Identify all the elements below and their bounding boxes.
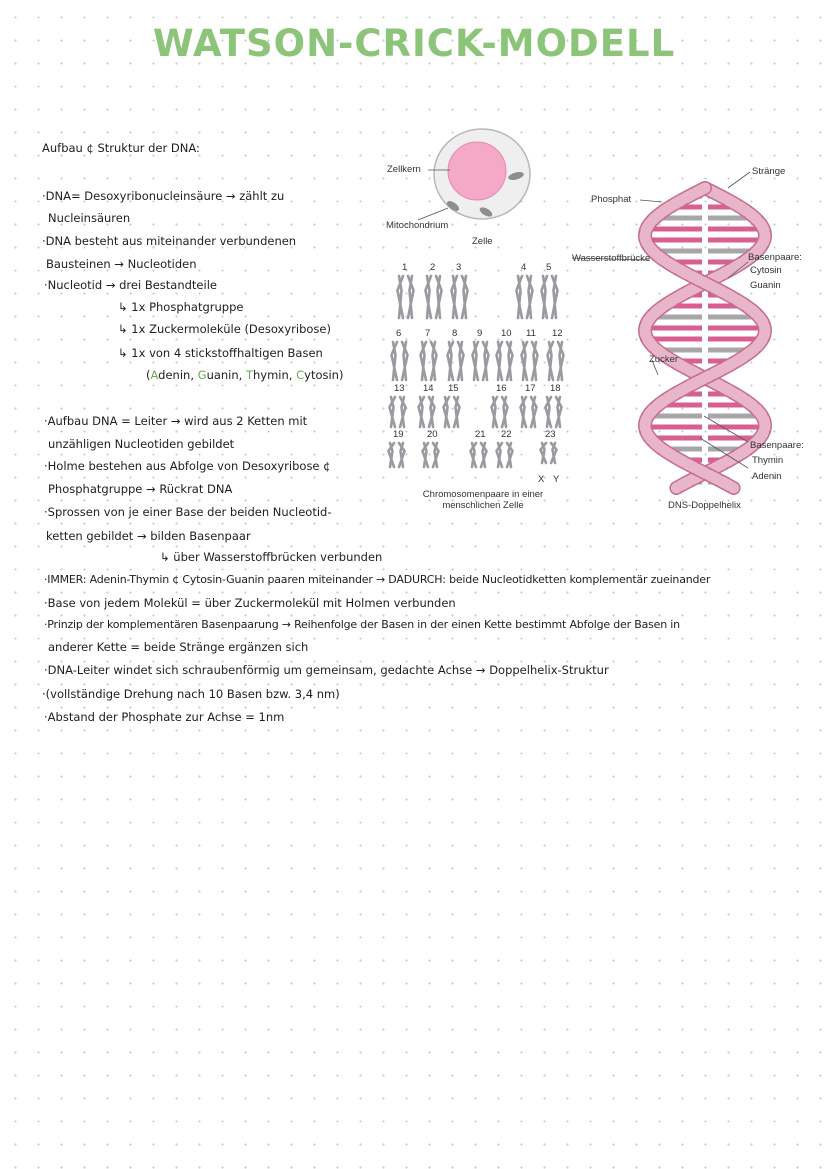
chromatid — [532, 342, 538, 380]
x-chromosome-label: X — [538, 474, 545, 485]
chromatid — [400, 397, 406, 427]
chromatid — [546, 397, 552, 427]
chromosome-number-1: 1 — [402, 262, 408, 273]
chromatid — [551, 443, 557, 463]
note-line-sugar-link: ·Base von jedem Molekül = über Zuckermolekül mit Holmen verbunden — [44, 596, 456, 610]
chromatid — [492, 397, 498, 427]
chromatid — [408, 276, 414, 318]
notes-heading: Aufbau ¢ Struktur der DNA: — [42, 141, 200, 155]
thymin-initial: T — [245, 368, 254, 382]
chromatid — [398, 276, 404, 318]
chromatid — [507, 342, 513, 380]
karyotype-caption — [398, 489, 568, 511]
note-line-rails: ·Holme bestehen aus Abfolge von Desoxyribose ¢ — [44, 459, 331, 473]
guanin-label: Guanin — [750, 280, 781, 291]
chromatid — [390, 397, 396, 427]
chromatid — [431, 342, 437, 380]
mito-pointer — [418, 208, 448, 220]
cytosin-label: Cytosin — [750, 265, 782, 276]
chromatid — [426, 276, 432, 318]
adenin-label: Adenin — [752, 471, 782, 482]
chromosome-number-13: 13 — [394, 383, 405, 394]
thymin-rest: hymin, — [253, 368, 293, 382]
chromosome-pair-17 — [519, 396, 541, 428]
note-line-building-blocks: Bausteinen → Nucleotiden — [46, 257, 197, 271]
note-line-backbone: Phosphatgruppe → Rückrat DNA — [48, 482, 233, 496]
chromatid — [389, 443, 395, 467]
chromosome-pair-10 — [495, 341, 517, 381]
chromatid — [548, 342, 554, 380]
chromosome-number-4: 4 — [521, 262, 527, 273]
chromatid — [497, 342, 503, 380]
note-line-dna-consists: ·DNA besteht aus miteinander verbundenen — [42, 234, 297, 248]
helix-label-pointer-2 — [640, 200, 662, 202]
chromosome-pair-12 — [546, 341, 568, 381]
chromosome-pair-11 — [520, 341, 542, 381]
chromosome-pair-5 — [540, 275, 562, 319]
note-line-countless-nucleotides: unzähligen Nucleotiden gebildet — [48, 437, 235, 451]
chromatid — [429, 397, 435, 427]
cytosin-initial: C — [296, 368, 305, 382]
chromosome-number-23: 23 — [545, 429, 556, 440]
chromatid — [502, 397, 508, 427]
chromosome-number-19: 19 — [393, 429, 404, 440]
chromatid — [481, 443, 487, 467]
cell-nucleus — [448, 142, 506, 200]
chromatid — [433, 443, 439, 467]
chromosome-pair-16 — [490, 396, 512, 428]
chromatid — [507, 443, 513, 467]
chromosome-pair-3 — [450, 275, 472, 319]
chromatid — [392, 342, 398, 380]
note-line-complementary: ·Prinzip der komplementären Basenpaarung → Reihenfolge der Basen in der einen Kette bestimmt Abfolge der Basen in — [44, 618, 680, 631]
note-line-nitrogen-bases: ↳ 1x von 4 stickstoffhaltigen Basen — [118, 346, 323, 360]
chromosome-number-6: 6 — [396, 328, 402, 339]
mitochondrion-label: Mitochondrium — [386, 220, 449, 231]
chromatid — [458, 342, 464, 380]
base-pairs-title-2: Basenpaare: — [750, 440, 804, 451]
adenin-rest: denin, — [158, 368, 194, 382]
chromatid — [541, 443, 547, 463]
chromatid — [483, 342, 489, 380]
chromosome-pair-4 — [515, 275, 537, 319]
note-line-full-turn: ·(vollständige Drehung nach 10 Basen bzw. 3,4 nm) — [42, 687, 340, 701]
note-line-sugar-molecule: ↳ 1x Zuckermoleküle (Desoxyribose) — [118, 322, 331, 336]
chromatid — [552, 276, 558, 318]
chromatid — [471, 443, 477, 467]
chromatid — [448, 342, 454, 380]
chromosome-pair-19 — [387, 442, 409, 468]
chromosome-number-20: 20 — [427, 429, 438, 440]
chromosome-number-21: 21 — [475, 429, 486, 440]
helix-label-pointer-1 — [728, 172, 750, 188]
chromatid — [452, 276, 458, 318]
chromosome-number-14: 14 — [423, 383, 434, 394]
helix-caption: DNS-Doppelhelix — [668, 500, 741, 511]
chromosome-number-15: 15 — [448, 383, 459, 394]
chromatid — [462, 276, 468, 318]
chromatid — [556, 397, 562, 427]
nucleus-label: Zellkern — [387, 164, 421, 175]
note-line-nucleotide: ·Nucleotid → drei Bestandteile — [44, 278, 217, 292]
cell-label: Zelle — [472, 236, 493, 247]
chromatid — [542, 276, 548, 318]
chromosome-pair-9 — [471, 341, 493, 381]
note-line-strands-complement: anderer Kette = beide Stränge ergänzen sich — [48, 640, 309, 654]
note-line-hydrogen-bonds: ↳ über Wasserstoffbrücken verbunden — [160, 550, 383, 564]
note-line-rungs: ·Sprossen von je einer Base der beiden Nucleotid- — [44, 505, 332, 519]
karyotype-caption-line2: menschlichen Zelle — [442, 500, 524, 511]
hydrogen-bond-label: Wasserstoffbrücke — [572, 253, 651, 264]
chromatid — [517, 276, 523, 318]
chromatid — [531, 397, 537, 427]
chromosome-pair-23 — [539, 442, 561, 468]
chromosome-pair-18 — [544, 396, 566, 428]
karyotype-caption-line1: Chromosomenpaare in einer — [422, 489, 544, 500]
chromatid — [399, 443, 405, 467]
chromatid — [522, 342, 528, 380]
chromosome-pair-14 — [417, 396, 439, 428]
chromosome-pair-22 — [495, 442, 517, 468]
chromosome-pair-21 — [469, 442, 491, 468]
chromosome-number-11: 11 — [526, 328, 536, 339]
chromatid — [527, 276, 533, 318]
chromatid — [454, 397, 460, 427]
note-line-always-pairs: ·IMMER: Adenin-Thymin ¢ Cytosin-Guanin paaren miteinander → DADURCH: beide Nucleotidketten komplementär zueinander — [44, 573, 711, 586]
chromosome-number-12: 12 — [552, 328, 563, 339]
chromosome-pair-13 — [388, 396, 410, 428]
note-line-dna-definition: ·DNA= Desoxyribonucleinsäure → zählt zu — [42, 189, 285, 203]
guanin-initial: G — [197, 368, 207, 382]
page-title: WATSON-CRICK-MODELL — [152, 22, 676, 65]
base-pairs-title-1: Basenpaare: — [748, 252, 802, 263]
chromosome-number-9: 9 — [477, 328, 483, 339]
chromosome-pair-1 — [396, 275, 418, 319]
y-chromosome-label: Y — [553, 474, 560, 485]
chromosome-number-7: 7 — [425, 328, 431, 339]
chromatid — [444, 397, 450, 427]
chromatid — [423, 443, 429, 467]
cytosin-rest: ytosin) — [304, 368, 344, 382]
chromosome-number-16: 16 — [496, 383, 507, 394]
chromatid — [421, 342, 427, 380]
chromatid — [473, 342, 479, 380]
chromosome-number-22: 22 — [501, 429, 512, 440]
bases-open-paren: ( — [146, 368, 151, 382]
note-line-base-pair: ketten gebildet → bilden Basenpaar — [46, 529, 251, 543]
note-line-nucleic-acids: Nucleinsäuren — [48, 211, 131, 225]
strands-label: Stränge — [752, 166, 786, 177]
chromosome-number-17: 17 — [525, 383, 536, 394]
chromosome-number-8: 8 — [452, 328, 458, 339]
chromosome-number-5: 5 — [546, 262, 552, 273]
sugar-label: Zucker — [649, 354, 679, 365]
chromosome-pair-2 — [424, 275, 446, 319]
adenin-initial: A — [150, 368, 159, 382]
guanin-rest: uanin, — [206, 368, 243, 382]
chromosome-pair-6 — [390, 341, 412, 381]
chromosome-number-2: 2 — [430, 262, 436, 273]
note-line-ladder: ·Aufbau DNA = Leiter → wird aus 2 Ketten mit — [44, 414, 308, 428]
note-line-phosphate-distance: ·Abstand der Phosphate zur Achse = 1nm — [44, 710, 285, 724]
chromosome-number-18: 18 — [550, 383, 561, 394]
note-line-double-helix: ·DNA-Leiter windet sich schraubenförmig um gemeinsam, gedachte Achse → Doppelhelix-Struktur — [44, 663, 609, 677]
note-line-base-names — [146, 368, 343, 382]
chromosome-pair-7 — [419, 341, 441, 381]
chromosome-pair-8 — [446, 341, 468, 381]
note-line-phosphate-group: ↳ 1x Phosphatgruppe — [118, 300, 244, 314]
chromosome-number-10: 10 — [501, 328, 512, 339]
chromatid — [419, 397, 425, 427]
chromatid — [558, 342, 564, 380]
chromosome-pair-15 — [442, 396, 464, 428]
chromatid — [436, 276, 442, 318]
phosphate-label: Phosphat — [591, 194, 632, 205]
chromosome-pair-20 — [421, 442, 443, 468]
chromatid — [497, 443, 503, 467]
chromatid — [521, 397, 527, 427]
chromatid — [402, 342, 408, 380]
chromosome-number-3: 3 — [456, 262, 462, 273]
thymin-label: Thymin — [752, 455, 784, 466]
cell-diagram — [430, 124, 570, 234]
